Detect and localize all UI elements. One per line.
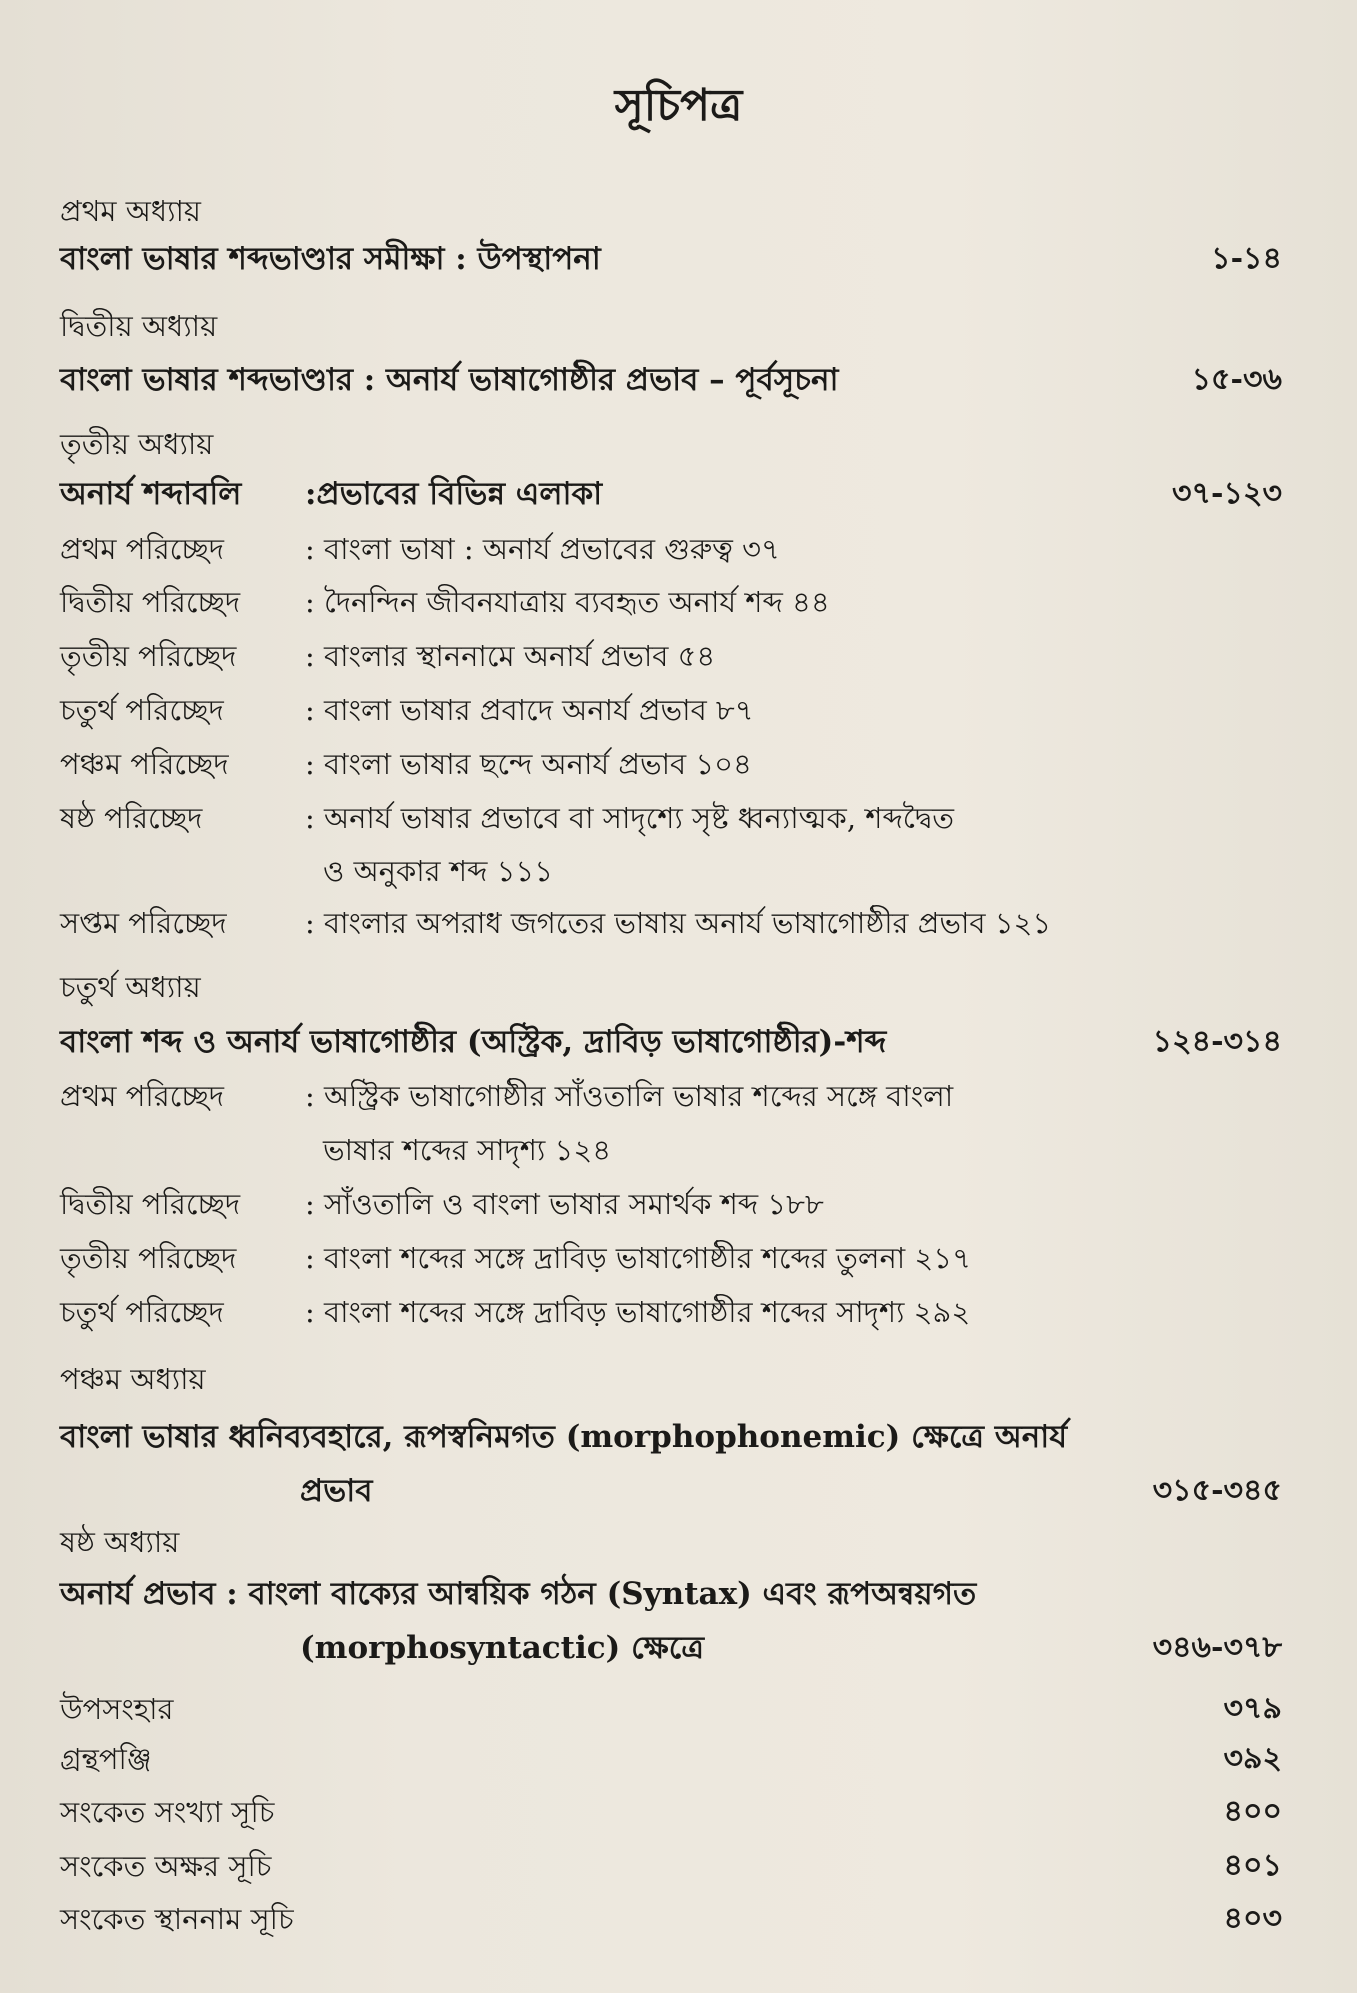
chapter-2-label: দ্বিতীয় অধ্যায় [60, 309, 218, 343]
misc-pages: ৩৭৯ [1223, 1691, 1282, 1726]
page-title: সূচিপত্র [614, 80, 743, 131]
misc-entry-letter-index [60, 1847, 1310, 1885]
chapter-5-entry [60, 1472, 1310, 1510]
chapter-1-heading: বাংলা ভাষার শব্দভাণ্ডার সমীক্ষা : উপস্থাপনা [60, 241, 601, 277]
section-text: : বাংলা শব্দের সঙ্গে দ্রাবিড় ভাষাগোষ্ঠীর শব্দের সাদৃশ্য ২৯২ [305, 1295, 971, 1329]
chapter-4-section-1 [60, 1077, 953, 1115]
section-text: : অস্ট্রিক ভাষাগোষ্ঠীর সাঁওতালি ভাষার শব্দের সঙ্গে বাংলা [305, 1079, 954, 1113]
section-text: : বাংলা ভাষার ছন্দে অনার্য প্রভাব ১০৪ [305, 747, 752, 781]
chapter-3-section-6 [60, 799, 954, 837]
section-label: দ্বিতীয় পরিচ্ছেদ [60, 585, 241, 619]
section-label: তৃতীয় পরিচ্ছেদ [60, 639, 237, 673]
chapter-3-heading-right: :প্রভাবের বিভিন্ন এলাকা [305, 476, 603, 512]
section-label: চতুর্থ পরিচ্ছেদ [60, 1295, 224, 1329]
section-text: : বাংলা শব্দের সঙ্গে দ্রাবিড় ভাষাগোষ্ঠীর শব্দের তুলনা ২১৭ [305, 1241, 971, 1275]
chapter-3-label: তৃতীয় অধ্যায় [60, 427, 214, 461]
misc-pages: ৪০৩ [1223, 1901, 1282, 1936]
chapter-5-pages: ৩১৫-৩৪৫ [1152, 1473, 1282, 1508]
section-text: : বাংলার স্থাননামে অনার্য প্রভাব ৫৪ [305, 639, 716, 673]
chapter-2-heading: বাংলা ভাষার শব্দভাণ্ডার : অনার্য ভাষাগোষ্ঠীর প্রভাব – পূর্বসূচনা [60, 362, 839, 398]
section-label: তৃতীয় পরিচ্ছেদ [60, 1241, 237, 1275]
chapter-3-section-6-cont: ও অনুকার শব্দ ১১১ [323, 854, 554, 888]
section-label: ষষ্ঠ পরিচ্ছেদ [60, 801, 203, 835]
misc-entry-conclusion [60, 1690, 1310, 1728]
chapter-6-heading-a: অনার্য প্রভাব : বাংলা বাক্যের আন্বয়িক গঠন (Syntax) এবং রূপঅন্বয়গত [60, 1576, 977, 1612]
chapter-1-label: প্রথম অধ্যায় [60, 194, 202, 228]
chapter-4-heading: বাংলা শব্দ ও অনার্য ভাষাগোষ্ঠীর (অস্ট্রিক, দ্রাবিড় ভাষাগোষ্ঠীর)-শব্দ [60, 1024, 887, 1060]
misc-pages: ৪০১ [1223, 1848, 1282, 1883]
chapter-4-section-4 [60, 1293, 970, 1331]
chapter-3-heading-left: অনার্য শব্দাবলি [60, 476, 242, 512]
chapter-4-label: চতুর্থ অধ্যায় [60, 970, 201, 1004]
chapter-4-entry [60, 1023, 1310, 1061]
section-text: : বাংলার অপরাধ জগতের ভাষায় অনার্য ভাষাগোষ্ঠীর প্রভাব ১২১ [305, 906, 1052, 940]
misc-entry-number-index [60, 1793, 1310, 1831]
chapter-6-pages: ৩৪৬-৩৭৮ [1152, 1630, 1282, 1665]
chapter-5-heading-b: প্রভাব [300, 1473, 373, 1509]
section-label: চতুর্থ পরিচ্ছেদ [60, 693, 224, 727]
misc-label: গ্রন্থপঞ্জি [60, 1742, 152, 1776]
chapter-3-entry [60, 475, 1310, 513]
chapter-6-label: ষষ্ঠ অধ্যায় [60, 1525, 180, 1559]
section-text: : সাঁওতালি ও বাংলা ভাষার সমার্থক শব্দ ১৮৮ [305, 1187, 824, 1221]
chapter-5-label: পঞ্চম অধ্যায় [60, 1362, 206, 1396]
chapter-3-section-2 [60, 583, 830, 621]
chapter-5-heading-a: বাংলা ভাষার ধ্বনিব্যবহারে, রূপস্বনিমগত (morphophonemic) ক্ষেত্রে অনার্য [60, 1419, 1068, 1455]
chapter-3-pages: ৩৭-১২৩ [1172, 476, 1282, 511]
chapter-3-section-3 [60, 637, 715, 675]
chapter-1-pages: ১-১৪ [1211, 241, 1282, 276]
misc-label: সংকেত অক্ষর সূচি [60, 1849, 272, 1883]
section-label: দ্বিতীয় পরিচ্ছেদ [60, 1187, 241, 1221]
chapter-6-entry [60, 1629, 1310, 1667]
section-text: : বাংলা ভাষার প্রবাদে অনার্য প্রভাব ৮৭ [305, 693, 754, 727]
chapter-4-section-3 [60, 1239, 971, 1277]
misc-entry-placename-index [60, 1900, 1310, 1938]
misc-pages: ৪০০ [1223, 1794, 1282, 1829]
chapter-3-section-7 [60, 904, 1051, 942]
misc-label: সংকেত সংখ্যা সূচি [60, 1795, 275, 1829]
chapter-3-section-4 [60, 691, 754, 729]
misc-entry-bibliography [60, 1740, 1310, 1778]
chapter-3-section-5 [60, 745, 752, 783]
section-label: প্রথম পরিচ্ছেদ [60, 532, 225, 566]
chapter-6-heading-b: (morphosyntactic) ক্ষেত্রে [300, 1630, 705, 1666]
section-text: : দৈনন্দিন জীবনযাত্রায় ব্যবহৃত অনার্য শব্দ ৪৪ [305, 585, 830, 619]
section-label: পঞ্চম পরিচ্ছেদ [60, 747, 229, 781]
misc-label: সংকেত স্থাননাম সূচি [60, 1902, 294, 1936]
chapter-2-entry [60, 361, 1310, 399]
chapter-4-pages: ১২৪-৩১৪ [1152, 1024, 1282, 1059]
section-label: সপ্তম পরিচ্ছেদ [60, 906, 227, 940]
chapter-3-section-1 [60, 530, 780, 568]
section-label: প্রথম পরিচ্ছেদ [60, 1079, 225, 1113]
misc-label: উপসংহার [60, 1692, 174, 1726]
chapter-2-pages: ১৫-৩৬ [1191, 362, 1282, 397]
section-text: : বাংলা ভাষা : অনার্য প্রভাবের গুরুত্ব ৩৭ [305, 532, 780, 566]
chapter-4-section-2 [60, 1185, 824, 1223]
misc-pages: ৩৯২ [1223, 1741, 1282, 1776]
chapter-1-entry [60, 240, 1310, 278]
section-text: : অনার্য ভাষার প্রভাবে বা সাদৃশ্যে সৃষ্ট ধ্বন্যাত্মক, শব্দদ্বৈত [305, 801, 954, 835]
chapter-4-section-1-cont: ভাষার শব্দের সাদৃশ্য ১২৪ [323, 1133, 612, 1167]
